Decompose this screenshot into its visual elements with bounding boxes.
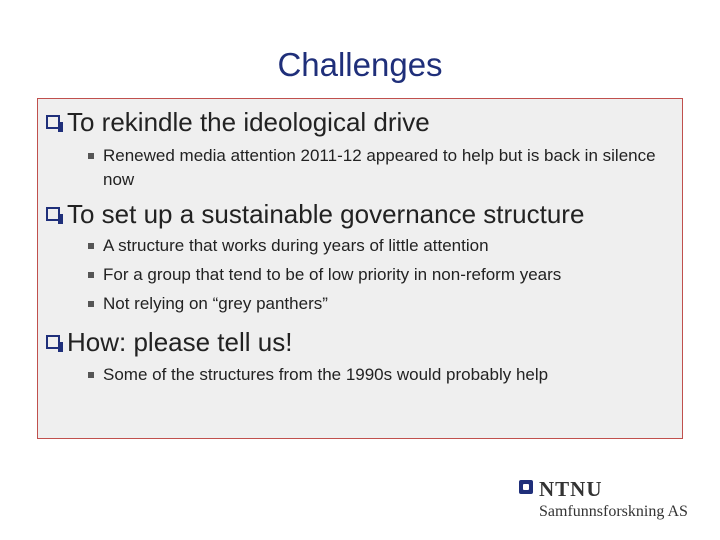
square-bullet-icon [88, 272, 94, 278]
bullet-item-text: How: please tell us! [67, 327, 293, 357]
ntnu-logo [519, 477, 709, 527]
logo-subtitle: Samfunnsforskning AS [539, 503, 688, 520]
sub-bullet-item [88, 292, 668, 316]
logo-name: NTNU [539, 477, 603, 501]
slide-title: Challenges [277, 46, 443, 83]
square-bullet-icon [88, 243, 94, 249]
sub-bullet-text: Not relying on “grey panthers” [103, 294, 328, 313]
sub-bullet-item [88, 363, 668, 387]
checkbox-bullet-icon [46, 207, 60, 221]
content-box [37, 98, 683, 439]
sub-bullet-item [88, 144, 668, 192]
bullet-item-text: To set up a sustainable governance structure [67, 199, 585, 229]
bullet-item-text: To rekindle the ideological drive [67, 107, 430, 137]
sub-bullet-text: A structure that works during years of little attention [103, 236, 489, 255]
bullet-item-1 [46, 107, 430, 137]
sub-bullet-item [88, 234, 668, 258]
bullet-item-3 [46, 327, 292, 357]
square-bullet-icon [88, 301, 94, 307]
ntnu-logo-icon [519, 480, 533, 494]
checkbox-bullet-icon [46, 335, 60, 349]
checkbox-bullet-icon [46, 115, 60, 129]
bullet-item-2 [46, 199, 584, 229]
square-bullet-icon [88, 153, 94, 159]
sub-bullet-text: For a group that tend to be of low priority in non-reform years [103, 265, 562, 284]
sub-bullet-text: Some of the structures from the 1990s would probably help [103, 365, 549, 384]
square-bullet-icon [88, 372, 94, 378]
sub-bullet-text: Renewed media attention 2011-12 appeared to help but is back in silence now [103, 146, 656, 189]
sub-bullet-item [88, 263, 668, 287]
